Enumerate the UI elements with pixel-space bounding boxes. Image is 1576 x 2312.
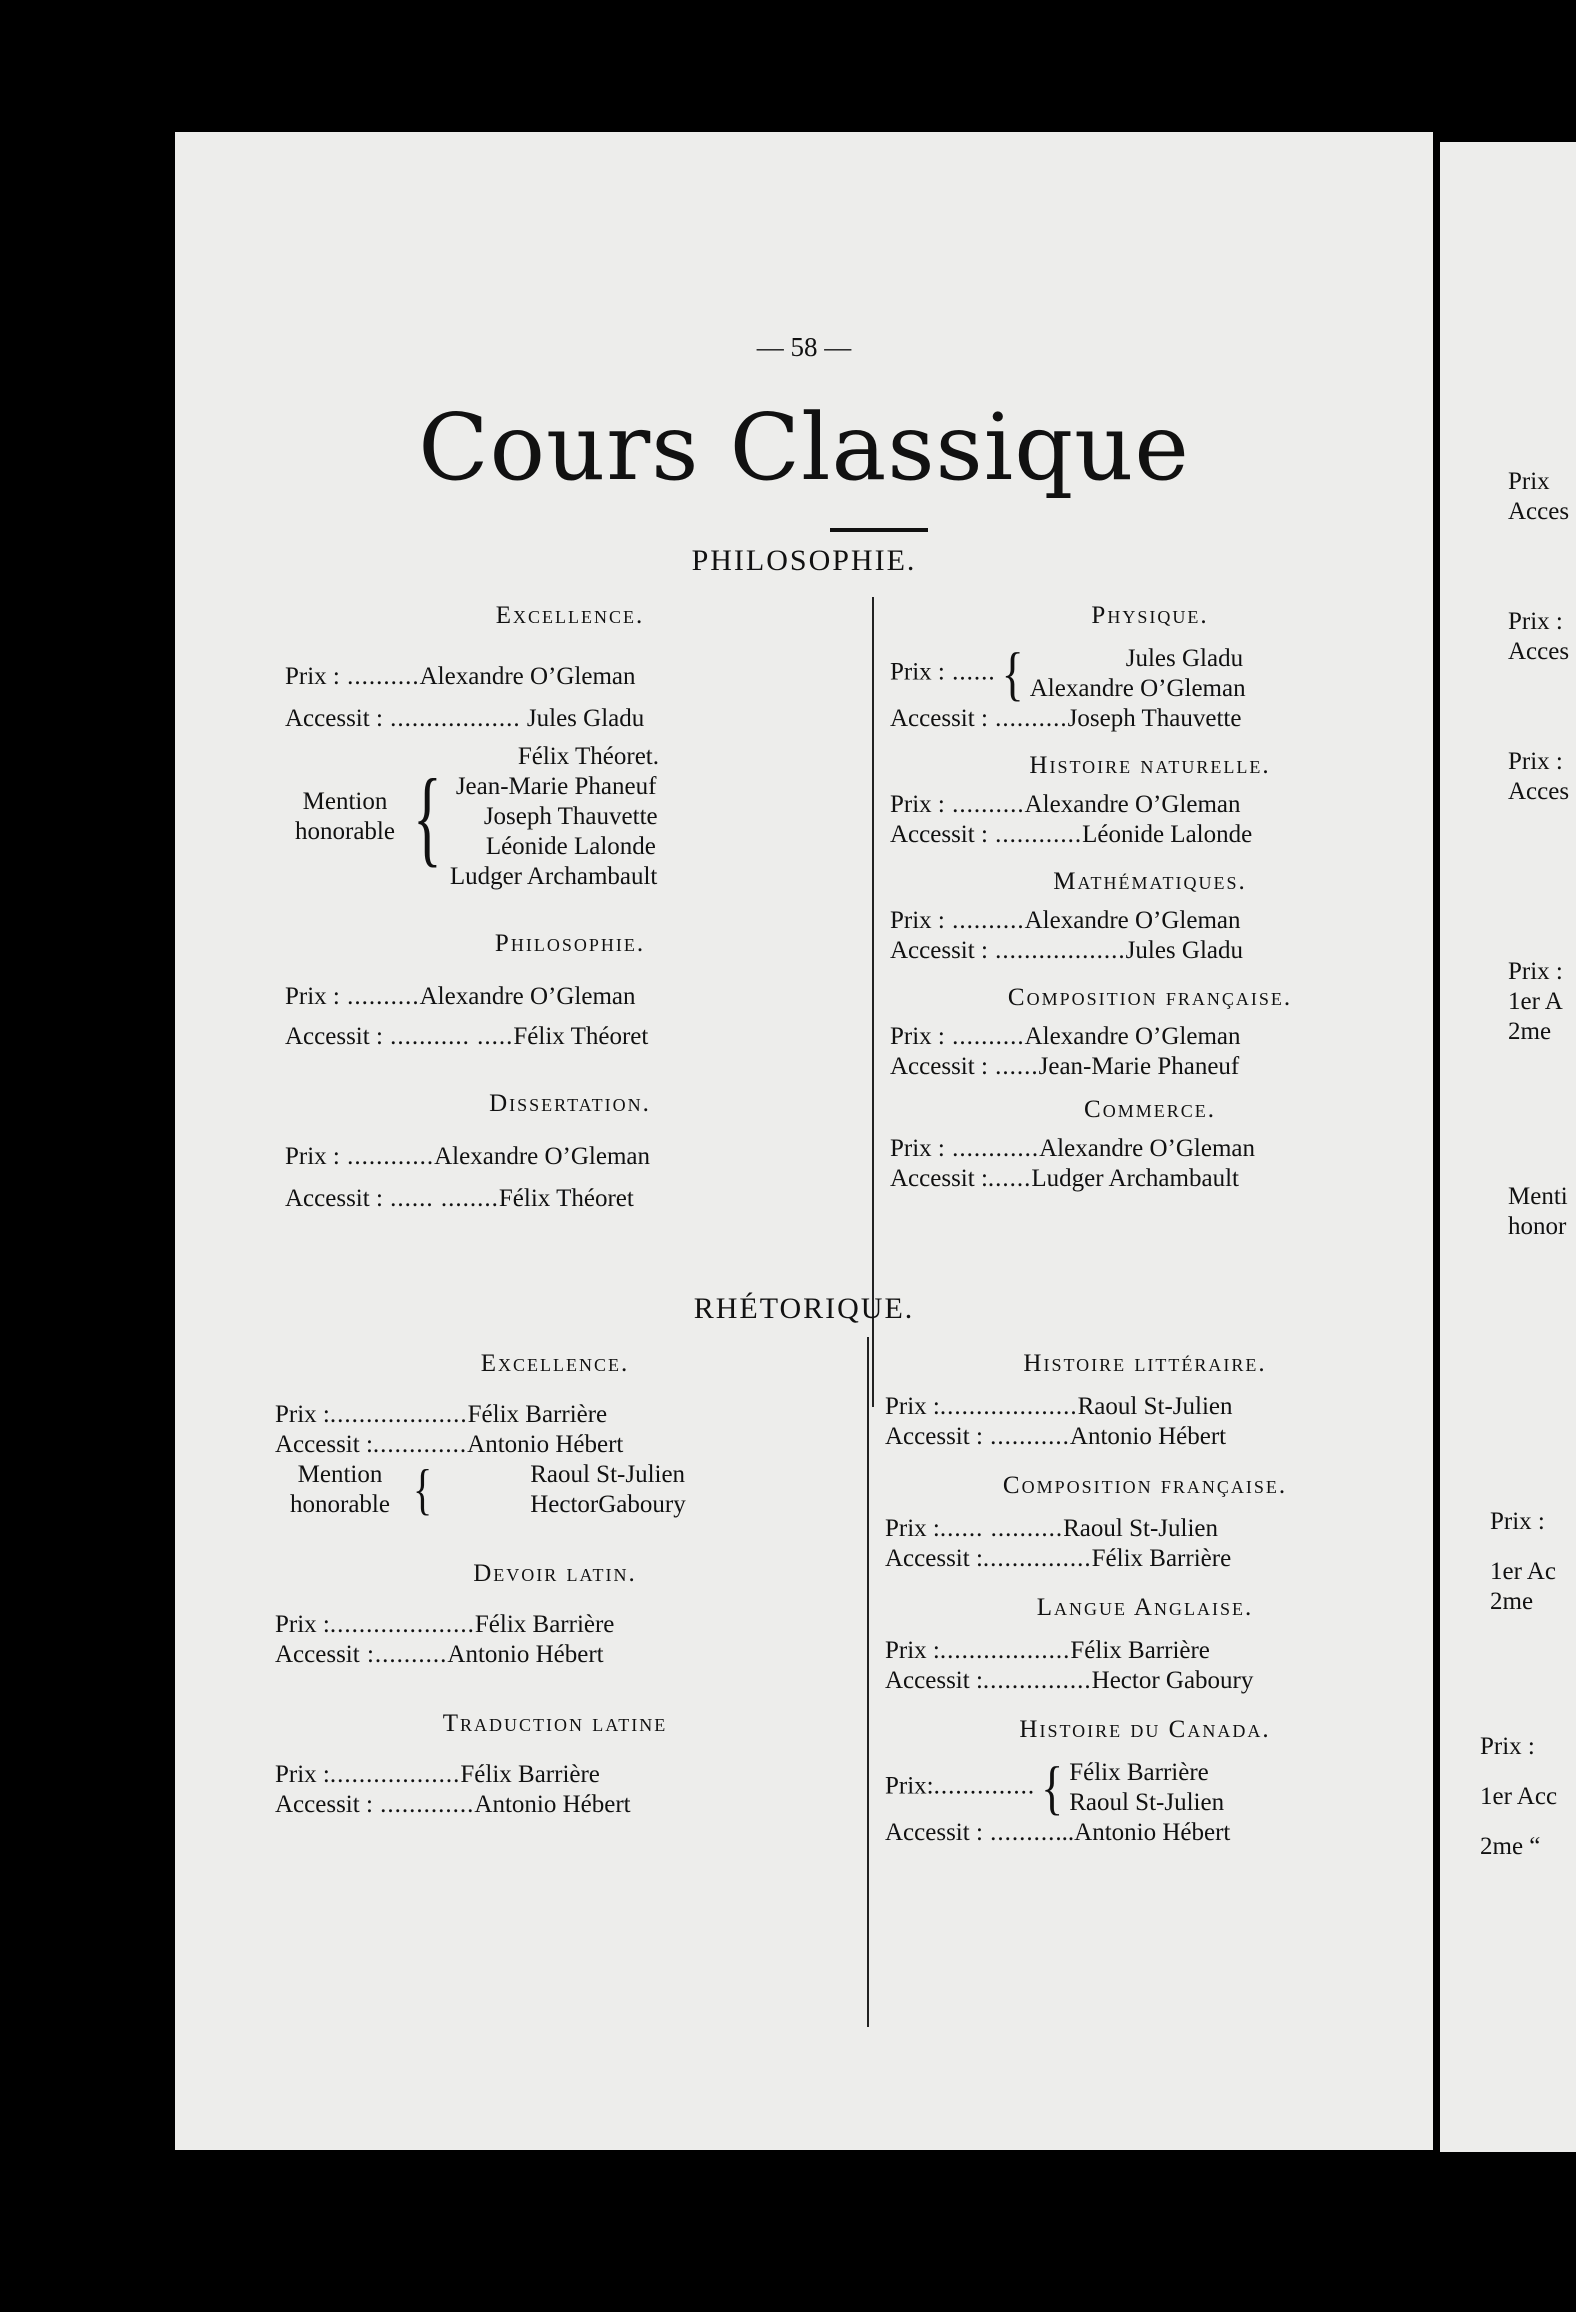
page-title: Cours Classique	[418, 394, 1190, 501]
accessit-line	[285, 704, 855, 734]
leader-dots: ..................	[382, 705, 521, 732]
award-block: Histoire littéraire. Prix :...................Raoul St-Julien Accessit : ...........Antonio Hébert	[885, 1350, 1267, 1450]
award-block: Commerce. Prix : ............Alexandre O’Gleman Accessit :......Ludger Archambault	[890, 1096, 1256, 1192]
award-block: Devoir latin. Prix :....................Félix Barrière Accessit :..........Antonio Hébert	[275, 1560, 637, 1668]
rhetorique-right-column	[885, 1350, 1405, 1848]
brace: {	[413, 1457, 433, 1521]
award-block: Traduction latine Prix :..................Félix Barrière Accessit : .............Antonio Hébert	[275, 1710, 668, 1818]
rhetorique-left-column	[275, 1350, 835, 1820]
award-block	[890, 602, 1410, 734]
section-title-rhetorique: RHÉTORIQUE.	[693, 1292, 915, 1325]
award-heading: Excellence.	[495, 602, 645, 629]
prix-line: Prix : ...... { Jules Gladu Alexandre O’Gleman	[890, 640, 1246, 707]
accessit-label: Accessit :	[285, 705, 383, 732]
prix-line: Prix : ..........Alexandre O’Gleman	[285, 983, 636, 1010]
award-block	[285, 1090, 855, 1214]
award-block	[285, 602, 855, 892]
award-block: Mathématiques. Prix : ..........Alexandre O’Gleman Accessit : ..................Jules Gladu	[890, 868, 1247, 964]
column-divider	[872, 597, 874, 1407]
award-block: Histoire du Canada. Prix:.............. { Félix Barrière Raoul St-Julien Accessit : ............Antonio Hébert	[885, 1716, 1271, 1846]
philosophie-left-column	[285, 602, 855, 1252]
accessit-line: Accessit : ........... .....Félix Théoret	[285, 1023, 649, 1050]
prix-label: Prix :	[285, 663, 340, 690]
mention-names: Félix Théoret. Jean-Marie Phaneuf Joseph Thauvette Léonide Lalonde Ludger Archambault	[449, 743, 659, 890]
award-block	[285, 930, 855, 1052]
award-block: Excellence. Prix :...................Félix Barrière Accessit :.............Antonio Hébert Mention honorable { Raoul St-Julien HectorGaboury	[275, 1350, 835, 1520]
document-page	[175, 132, 1433, 2150]
brace: {	[413, 757, 442, 877]
section-title-philosophie: PHILOSOPHIE.	[691, 544, 917, 577]
award-heading: Philosophie.	[494, 930, 646, 957]
mention-honorable	[285, 742, 855, 892]
winner-name: Alexandre O’Gleman	[419, 663, 636, 690]
column-divider	[867, 1337, 869, 2027]
accessit-line: Accessit : ...... ........Félix Théoret	[285, 1185, 634, 1212]
prix-line	[285, 662, 855, 692]
leader-dots: ..........	[339, 663, 420, 690]
winner-name: Jules Gladu	[526, 705, 645, 732]
brace: {	[1001, 640, 1024, 707]
award-block: Composition française. Prix : ..........Alexandre O’Gleman Accessit : ......Jean-Marie Phaneuf	[890, 984, 1293, 1080]
award-block: Histoire naturelle. Prix : ..........Alexandre O’Gleman Accessit : ............Léonide Lalonde	[890, 752, 1271, 848]
award-heading: Physique.	[1091, 602, 1209, 629]
prix-line: Prix : ............Alexandre O’Gleman	[285, 1143, 651, 1170]
award-heading: Dissertation.	[489, 1090, 651, 1117]
title-rule	[830, 528, 928, 532]
accessit-line: Accessit : ..........Joseph Thauvette	[890, 705, 1242, 732]
page-number: — 58 —	[756, 332, 852, 362]
mention-honorable: Mention honorable { Raoul St-Julien HectorGaboury	[275, 1460, 835, 1520]
award-block: Composition française. Prix :...... ..........Raoul St-Julien Accessit :...............Félix Barrière	[885, 1472, 1288, 1572]
brace: {	[1041, 1754, 1064, 1821]
philosophie-right-column	[890, 602, 1410, 1194]
award-block: Langue Anglaise. Prix :..................Félix Barrière Accessit :...............Hector Gaboury	[885, 1594, 1254, 1694]
mention-label: Mention honorable	[295, 788, 395, 845]
adjacent-page-fragment: Prix Acces Prix : Acces Prix : Acces Prix : 1er A 2me Menti honor Prix : 1er Ac 2me Prix : 1er Acc 2me “	[1440, 142, 1576, 2152]
